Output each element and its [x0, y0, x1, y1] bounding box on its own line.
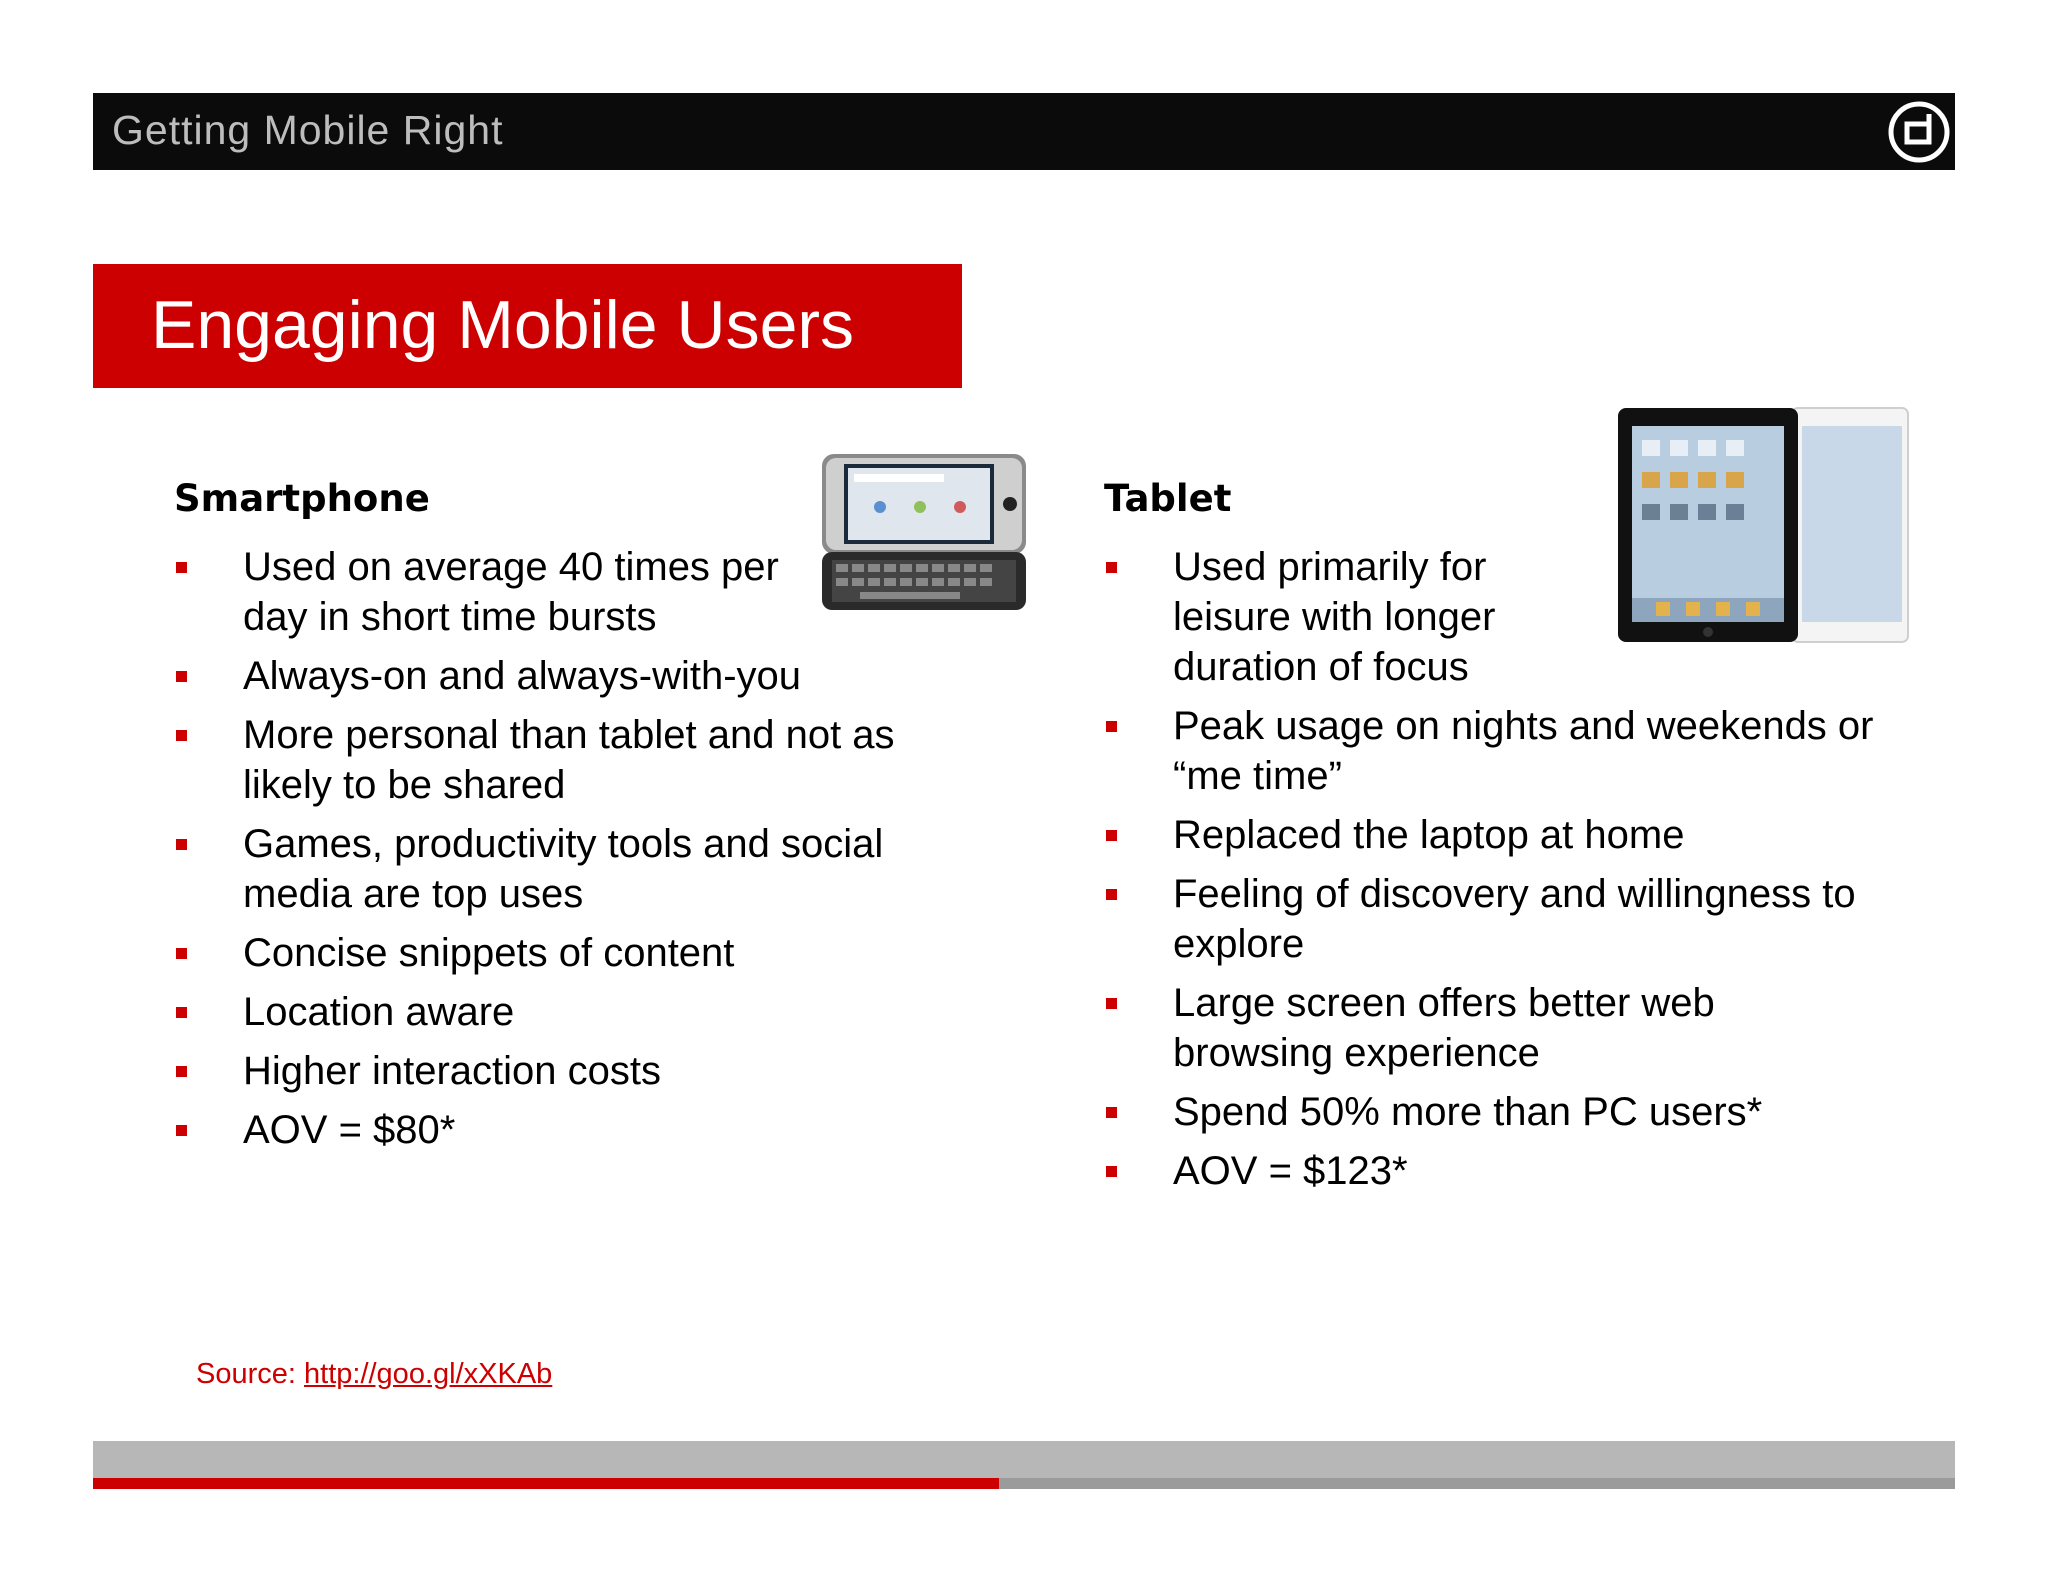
list-item: Large screen offers better web browsing experience [1104, 978, 1793, 1078]
source-label: Source: [196, 1358, 296, 1390]
header-title: Getting Mobile Right [112, 107, 504, 153]
tablet-heading: Tablet [1104, 477, 1232, 520]
bullet-marker [1106, 721, 1117, 732]
source-citation [196, 1358, 552, 1391]
list-item: AOV = $80* [174, 1105, 954, 1155]
list-item: Higher interaction costs [174, 1046, 954, 1096]
bullet-marker [176, 948, 187, 959]
list-item: More personal than tablet and not as likely to be shared [174, 710, 933, 810]
bullet-marker [1106, 830, 1117, 841]
list-item: Peak usage on nights and weekends or “me time” [1104, 701, 1933, 801]
slide-title: Engaging Mobile Users [151, 287, 855, 363]
list-item: Spend 50% more than PC users* [1104, 1087, 1884, 1137]
bullet-marker [1106, 998, 1117, 1009]
list-item: Always-on and always-with-you [174, 651, 954, 701]
list-item: AOV = $123* [1104, 1146, 1884, 1196]
bullet-marker [1106, 562, 1117, 573]
bullet-marker [176, 671, 187, 682]
bullet-marker [1106, 889, 1117, 900]
tablet-image [1616, 406, 1912, 644]
bullet-marker [176, 839, 187, 850]
list-item: Location aware [174, 987, 954, 1037]
bullet-marker [1106, 1107, 1117, 1118]
bullet-marker [1106, 1166, 1117, 1177]
list-item: Replaced the laptop at home [1104, 810, 1884, 860]
bullet-marker [176, 730, 187, 741]
list-item: Used primarily for leisure with longer duration of focus [1104, 542, 1593, 692]
smartphone-bullet-list [174, 542, 954, 1164]
slide-title-box [93, 264, 962, 388]
list-item: Feeling of discovery and willingness to explore [1104, 869, 1933, 969]
bullet-marker [176, 1007, 187, 1018]
footer-progress-rest [999, 1478, 1955, 1489]
footer-progress-accent [93, 1478, 999, 1489]
smartphone-heading: Smartphone [174, 477, 430, 520]
list-item: Games, productivity tools and social media are top uses [174, 819, 963, 919]
list-item: Used on average 40 times per day in short time bursts [174, 542, 803, 642]
smartphone-image [820, 452, 1030, 614]
bullet-marker [176, 1066, 187, 1077]
d-logo-icon [1887, 100, 1951, 164]
bullet-marker [176, 562, 187, 573]
list-item: Concise snippets of content [174, 928, 954, 978]
header-bar [93, 93, 1955, 170]
footer-bar [93, 1441, 1955, 1478]
source-link[interactable]: http://goo.gl/xXKAb [304, 1358, 553, 1390]
bullet-marker [176, 1125, 187, 1136]
